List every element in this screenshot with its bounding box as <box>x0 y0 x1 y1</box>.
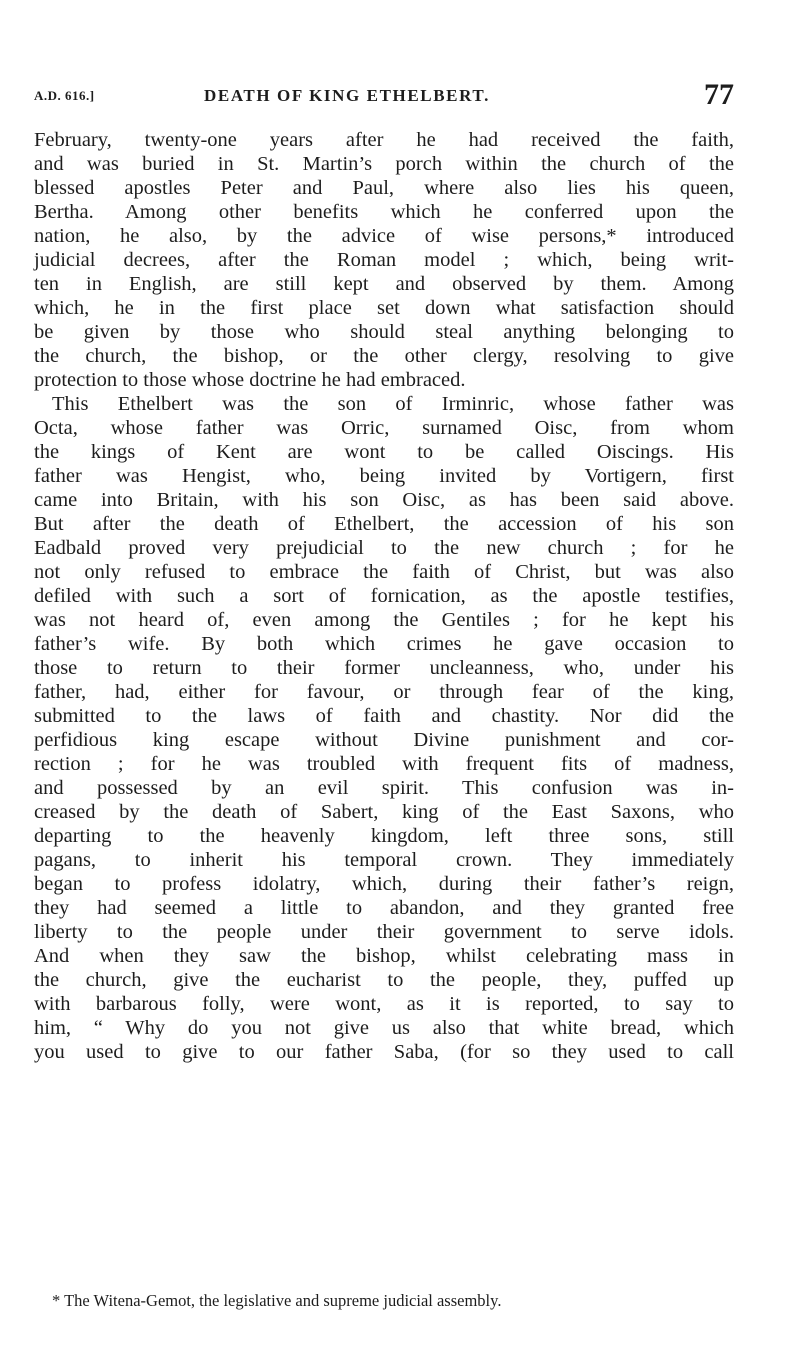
text-line: Eadbald proved very prejudicial to the new church ; for he <box>34 537 734 559</box>
running-head-date: A.D. 616.] <box>34 88 95 103</box>
text-line: February, twenty-one years after he had received the faith, <box>34 129 734 151</box>
text-line: Bertha. Among other benefits which he conferred upon the <box>34 201 734 223</box>
text-line: you used to give to our father Saba, (for so they used to call <box>34 1041 734 1063</box>
text-line: But after the death of Ethelbert, the accession of his son <box>34 513 734 535</box>
text-line: the church, give the eucharist to the people, they, puffed up <box>34 969 734 991</box>
running-head-title: DEATH OF KING ETHELBERT. <box>204 86 490 105</box>
footnote: * The Witena-Gemot, the legislative and supreme judicial assembly. <box>52 1291 502 1310</box>
page-number: 77 <box>704 78 734 111</box>
text-line: blessed apostles Peter and Paul, where also lies his queen, <box>34 177 734 199</box>
text-line: pagans, to inherit his temporal crown. They immediately <box>34 849 734 871</box>
text-line: not only refused to embrace the faith of Christ, but was also <box>34 561 734 583</box>
body-text <box>34 128 734 1064</box>
text-line: the kings of Kent are wont to be called Oiscings. His <box>34 441 734 463</box>
text-line: father was Hengist, who, being invited by Vortigern, first <box>34 465 734 487</box>
text-line: Octa, whose father was Orric, surnamed Oisc, from whom <box>34 417 734 439</box>
text-line: liberty to the people under their government to serve idols. <box>34 921 734 943</box>
text-line: with barbarous folly, were wont, as it is reported, to say to <box>34 993 734 1015</box>
text-line: defiled with such a sort of fornication, as the apostle testifies, <box>34 585 734 607</box>
text-line: judicial decrees, after the Roman model ; which, being writ- <box>34 249 734 271</box>
text-line: father’s wife. By both which crimes he gave occasion to <box>34 633 734 655</box>
text-line: which, he in the first place set down what satisfaction should <box>34 297 734 319</box>
text-line: rection ; for he was troubled with frequent fits of madness, <box>34 753 734 775</box>
text-line: those to return to their former uncleanness, who, under his <box>34 657 734 679</box>
text-line: nation, he also, by the advice of wise persons,* introduced <box>34 225 734 247</box>
text-line: was not heard of, even among the Gentiles ; for he kept his <box>34 609 734 631</box>
book-page <box>34 0 734 1347</box>
text-line: began to profess idolatry, which, during their father’s reign, <box>34 873 734 895</box>
text-line: father, had, either for favour, or through fear of the king, <box>34 681 734 703</box>
text-line: they had seemed a little to abandon, and they granted free <box>34 897 734 919</box>
text-line: submitted to the laws of faith and chastity. Nor did the <box>34 705 734 727</box>
text-line: him, “ Why do you not give us also that white bread, which <box>34 1017 734 1039</box>
text-line: be given by those who should steal anything belonging to <box>34 321 734 343</box>
text-line: This Ethelbert was the son of Irminric, whose father was <box>52 393 734 415</box>
text-line: and was buried in St. Martin’s porch within the church of the <box>34 153 734 175</box>
text-line: And when they saw the bishop, whilst celebrating mass in <box>34 945 734 967</box>
text-line: the church, the bishop, or the other clergy, resolving to give <box>34 345 734 367</box>
text-line: came into Britain, with his son Oisc, as has been said above. <box>34 489 734 511</box>
text-line: creased by the death of Sabert, king of the East Saxons, who <box>34 801 734 823</box>
text-line: perfidious king escape without Divine punishment and cor- <box>34 729 734 751</box>
text-line: departing to the heavenly kingdom, left three sons, still <box>34 825 734 847</box>
text-line: and possessed by an evil spirit. This confusion was in- <box>34 777 734 799</box>
text-line: ten in English, are still kept and observed by them. Among <box>34 273 734 295</box>
running-head <box>34 80 734 120</box>
text-line: protection to those whose doctrine he had embraced. <box>34 369 466 391</box>
